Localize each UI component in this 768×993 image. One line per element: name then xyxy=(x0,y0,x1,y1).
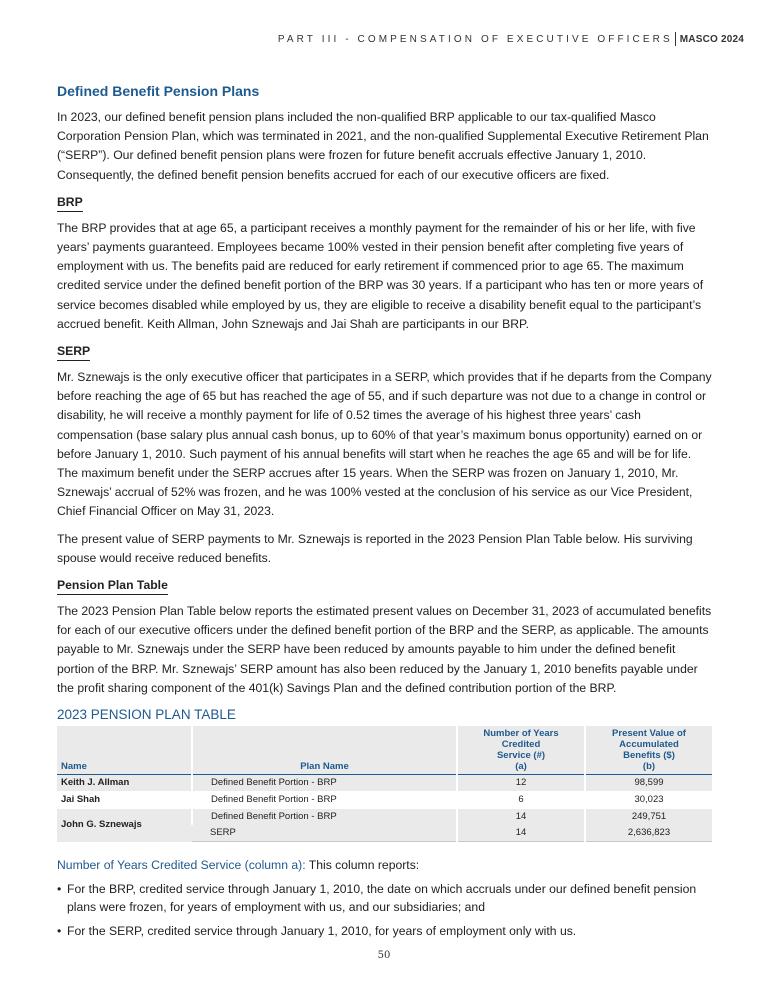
pension-plan-table-heading: Pension Plan Table xyxy=(57,577,168,595)
cell-years: 12 xyxy=(457,775,585,792)
cell-plan: SERP xyxy=(192,825,457,842)
table-row xyxy=(57,792,712,809)
page-number: 50 xyxy=(377,950,391,961)
cell-value: 30,023 xyxy=(585,792,712,809)
table-row xyxy=(57,775,712,792)
notes-lead-rest: This column reports: xyxy=(305,858,420,873)
cell-name: Jai Shah xyxy=(57,792,192,809)
header-value-line3: Benefits ($) xyxy=(623,750,675,762)
serp-heading: SERP xyxy=(57,343,90,361)
bullet-text: For the BRP, credited service through January 1, 2010, the date on which accruals under our defined benefit pension plans were frozen, for years of employment with us, and our subsidiaries; and xyxy=(67,882,697,914)
serp-paragraph-2: The present value of SERP payments to Mr. Sznewajs is reported in the 2023 Pension Plan Table below. His surviving spouse would receive reduced benefits. xyxy=(57,531,693,565)
brand-label: MASCO 2024 xyxy=(679,33,744,45)
cell-plan: Defined Benefit Portion - BRP xyxy=(192,809,457,826)
main-content xyxy=(57,80,713,948)
header-value-line2: Accumulated xyxy=(619,739,679,751)
bullet-icon: • xyxy=(57,882,62,897)
cell-years: 6 xyxy=(457,792,585,809)
column-notes xyxy=(57,856,713,941)
header-years-line2: Credited xyxy=(501,739,541,751)
column-header-years xyxy=(457,726,585,775)
section-title: PART III - COMPENSATION OF EXECUTIVE OFFICERS xyxy=(277,33,673,45)
list-item xyxy=(57,923,713,941)
cell-value: 98,599 xyxy=(585,775,712,792)
table-header-row xyxy=(57,726,712,775)
cell-name: John G. Sznewajs xyxy=(57,809,192,842)
page-title: Defined Benefit Pension Plans xyxy=(57,83,260,99)
header-value-line4: (b) xyxy=(642,761,656,773)
list-item xyxy=(57,881,713,916)
column-header-name: Name xyxy=(57,726,192,775)
header-years-line4: (a) xyxy=(515,761,527,773)
brp-heading: BRP xyxy=(57,194,83,212)
cell-years: 14 xyxy=(457,825,585,842)
intro-paragraph: In 2023, our defined benefit pension plans included the non-qualified BRP applicable to our tax-qualified Masco Corporation Pension Plan, which was terminated in 2021, and the non-qualified Supplemental Executive Retirement Plan (“SERP”). Our defined benefit pension plans were frozen for future benefit accruals effective January 1, 2010. Consequently, the defined benefit pension benefits accrued for each of our executive officers are fixed. xyxy=(57,110,709,182)
header-divider xyxy=(675,32,676,46)
table-row xyxy=(57,809,712,826)
bullet-text: For the SERP, credited service through January 1, 2010, for years of employment only with us. xyxy=(67,924,577,939)
header-value-line1: Present Value of xyxy=(612,728,686,740)
pension-plan-table-paragraph: The 2023 Pension Plan Table below reports the estimated present values on December 31, 2023 of accumulated benefits for each of our executive officers under the defined benefit portion of the BRP and the SERP, as applicable. The amounts payable to Mr. Sznewajs under the SERP have been reduced by amounts payable to him under the defined benefit portion of the BRP. Mr. Sznewajs’ SERP amount has also been reduced by the January 1, 2010 benefits payable under the profit sharing component of the 401(k) Savings Plan and the defined contribution portion of the BRP. xyxy=(57,604,712,695)
column-header-plan: Plan Name xyxy=(192,726,457,775)
bullet-icon: • xyxy=(57,924,62,939)
cell-value: 249,751 xyxy=(585,809,712,826)
table-title: 2023 PENSION PLAN TABLE xyxy=(57,707,236,723)
cell-plan: Defined Benefit Portion - BRP xyxy=(192,775,457,792)
column-header-value xyxy=(585,726,712,775)
notes-lead-paragraph xyxy=(57,856,713,875)
header-years-line3: Service (#) xyxy=(496,750,546,762)
serp-paragraph: Mr. Sznewajs is the only executive officer that participates in a SERP, which provides that if he departs from the Company before reaching the age of 65 but has reached the age of 55, and if such departure was not due to a change in control or disability, he will receive a monthly payment for life of 0.52 times the average of his highest three years’ cash compensation (base salary plus annual cash bonus, up to 60% of that year’s maximum bonus opportunity) earned on or before January 1, 2010. Such payment of his annual benefits will start when he reaches the age 65 and will be for life. The maximum benefit under the SERP accrues after 15 years. When the SERP was frozen on January 1, 2010, Mr. Sznewajs’ accrual of 52% was frozen, and he was 100% vested at the conclusion of his service as our Vice President, Chief Financial Officer on May 31, 2023. xyxy=(57,370,712,519)
page-header xyxy=(278,32,744,46)
cell-years: 14 xyxy=(457,809,585,826)
header-years-line1: Number of Years xyxy=(483,728,559,740)
notes-lead: Number of Years Credited Service (column a): xyxy=(57,858,306,873)
pension-plan-table xyxy=(57,726,712,842)
brp-paragraph: The BRP provides that at age 65, a participant receives a monthly payment for the remainder of his or her life, with five years’ payments guaranteed. Employees became 100% vested in their pension benefit after completing five years of employment with us. The benefits paid are reduced for early retirement if commenced prior to age 65. The maximum credited service under the defined benefit portion of the BRP was 30 years. If a participant who has ten or more years of service becomes disabled while employed by us, they are eligible to receive a disability benefit equal to the participant’s accrued benefit. Keith Allman, John Sznewajs and Jai Shah are participants in our BRP. xyxy=(57,220,704,331)
cell-plan: Defined Benefit Portion - BRP xyxy=(192,792,457,809)
cell-value: 2,636,823 xyxy=(585,825,712,842)
notes-list xyxy=(57,881,713,941)
cell-name: Keith J. Allman xyxy=(57,775,192,792)
